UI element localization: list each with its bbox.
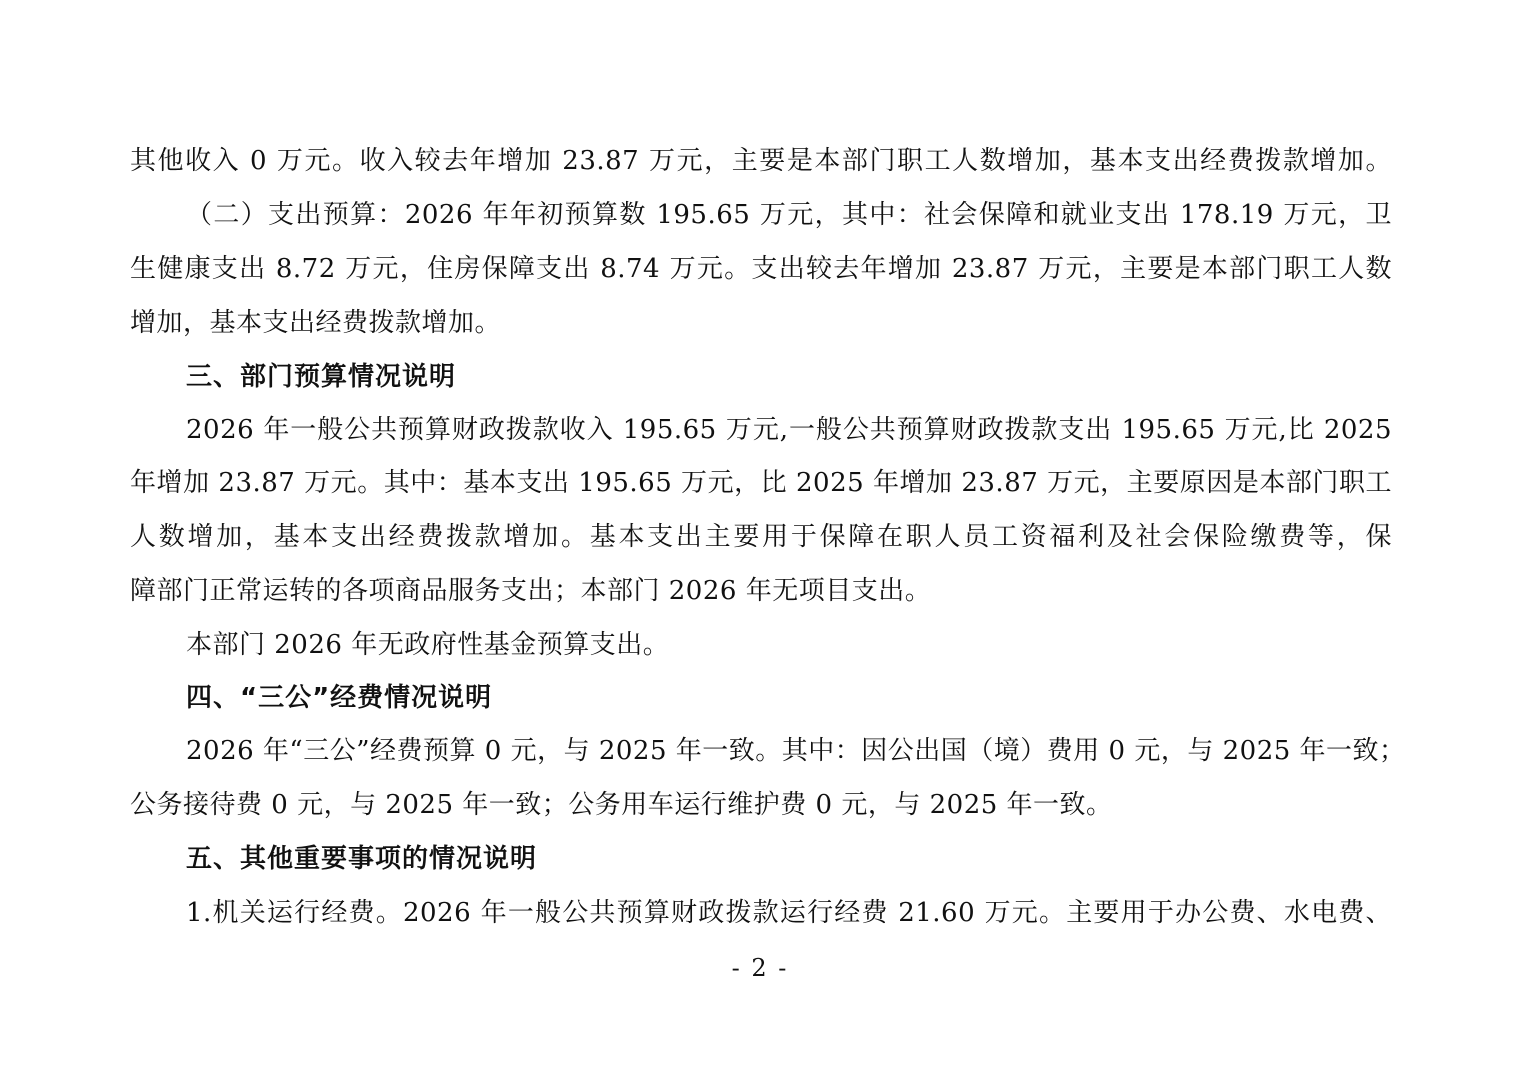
- paragraph-line: 人数增加，基本支出经费拨款增加。基本支出主要用于保障在职人员工资福利及社会保险缴费等，保: [130, 522, 1392, 552]
- paragraph-line: 增加，基本支出经费拨款增加。: [130, 308, 502, 338]
- section-heading: 五、其他重要事项的情况说明: [186, 844, 538, 874]
- paragraph-line: 生健康支出 8.72 万元，住房保障支出 8.74 万元。支出较去年增加 23.87 万元，主要是本部门职工人数: [130, 254, 1392, 284]
- paragraph-line: （二）支出预算：2026 年年初预算数 195.65 万元，其中：社会保障和就业支出 178.19 万元，卫: [186, 200, 1392, 230]
- paragraph-line: 障部门正常运转的各项商品服务支出；本部门 2026 年无项目支出。: [130, 576, 932, 606]
- paragraph-line: 公务接待费 0 元，与 2025 年一致；公务用车运行维护费 0 元，与 2025 年一致。: [130, 790, 1113, 820]
- section-heading: 三、部门预算情况说明: [186, 362, 457, 392]
- paragraph-line: 其他收入 0 万元。收入较去年增加 23.87 万元，主要是本部门职工人数增加，基本支出经费拨款增加。: [130, 146, 1392, 176]
- paragraph-line: 年增加 23.87 万元。其中：基本支出 195.65 万元，比 2025 年增加 23.87 万元，主要原因是本部门职工: [130, 468, 1392, 498]
- paragraph-line: 2026 年一般公共预算财政拨款收入 195.65 万元,一般公共预算财政拨款支出 195.65 万元,比 2025: [186, 415, 1392, 445]
- paragraph-line: 2026 年“三公”经费预算 0 元，与 2025 年一致。其中：因公出国（境）费用 0 元，与 2025 年一致；: [186, 736, 1406, 766]
- section-heading: 四、“三公”经费情况说明: [186, 683, 493, 713]
- paragraph-line: 本部门 2026 年无政府性基金预算支出。: [186, 630, 670, 660]
- paragraph-line: 1.机关运行经费。2026 年一般公共预算财政拨款运行经费 21.60 万元。主要用于办公费、水电费、: [186, 898, 1392, 928]
- page-number: - 2 -: [731, 954, 789, 982]
